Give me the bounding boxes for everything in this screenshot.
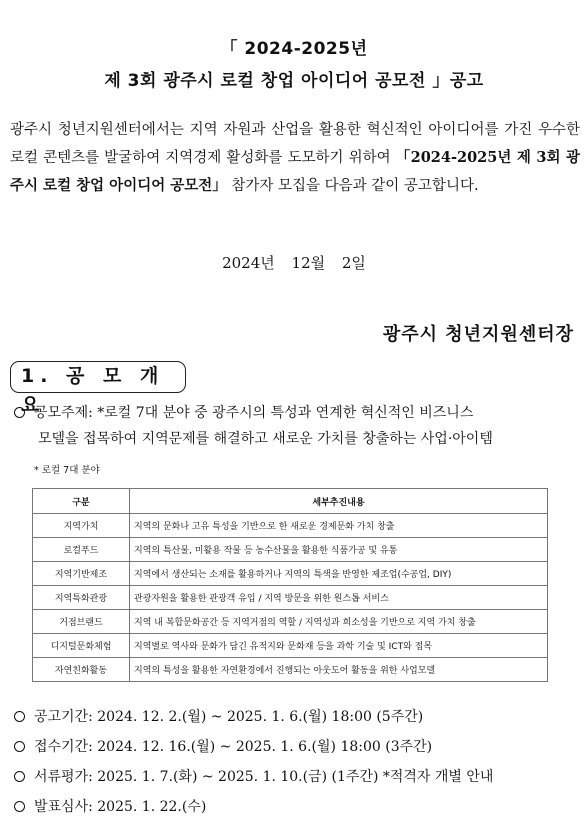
table-header-category: 구분 — [33, 489, 130, 514]
circle-bullet-icon — [14, 741, 25, 752]
theme-line-2: 모델을 접목하여 지역문제를 해결하고 새로운 가치를 창출하는 사업·아이템 — [38, 431, 493, 447]
table-row — [33, 586, 548, 610]
announcement-date: 2024년 12월 2일 — [222, 254, 366, 272]
table-header-row — [33, 489, 548, 514]
local-fields-note: * 로컬 7대 분야 — [34, 465, 100, 476]
table-row — [33, 514, 548, 538]
presentation-review-bullet — [14, 794, 580, 820]
document-review-text: 서류평가: 2025. 1. 7.(화) ~ 2025. 1. 10.(금) (1주간) *적격자 개별 안내 — [34, 769, 494, 785]
intro-paragraph — [10, 116, 580, 200]
table-cell-category: 거점브랜드 — [33, 610, 130, 634]
table-cell-details: 지역 내 복합문화공간 등 지역거점의 역할 / 지역성과 희소성을 기반으로 지역 가치 창출 — [130, 610, 548, 634]
announcement-period-bullet — [14, 704, 580, 730]
table-row — [33, 562, 548, 586]
table-cell-category: 지역특화관광 — [33, 586, 130, 610]
receipt-period-bullet — [14, 734, 580, 760]
table-row — [33, 538, 548, 562]
title-line-2: 제 3회 광주시 로컬 창업 아이디어 공모전 」공고 — [104, 71, 484, 91]
circle-bullet-icon — [14, 801, 25, 812]
intro-text-2: 참가자 모집을 다음과 같이 공고합니다. — [226, 178, 479, 194]
organization-name: 광주시 청년지원센터장 — [382, 324, 574, 345]
theme-bullet — [14, 400, 580, 452]
announcement-period-text: 공고기간: 2024. 12. 2.(월) ~ 2025. 1. 6.(월) 18:00 (5주간) — [34, 709, 424, 725]
circle-bullet-icon — [14, 407, 25, 418]
table-cell-details: 지역의 문화나 고유 특성을 기반으로 한 새로운 경제문화 가치 창출 — [130, 514, 548, 538]
theme-line-1: 공모주제: *로컬 7대 분야 중 광주시의 특성과 연계한 혁신적인 비즈니스 — [34, 405, 474, 421]
table-cell-category: 지역기반제조 — [33, 562, 130, 586]
presentation-review-text: 발표심사: 2025. 1. 22.(수) — [34, 799, 207, 815]
circle-bullet-icon — [14, 711, 25, 722]
table-cell-details: 지역의 특성을 활용한 자연환경에서 진행되는 아웃도어 활동을 위한 사업모델 — [130, 658, 548, 682]
intro-text-1: 광주시 청년지원센터에서는 지역 자원과 산업을 활용한 혁신적인 아이디어를 가진 우수한 로컬 콘텐츠를 발굴하여 지역경제 활성화를 도모하기 위하여 — [10, 122, 580, 166]
table-row — [33, 610, 548, 634]
document-review-bullet — [14, 764, 580, 790]
table-header-details: 세부추진내용 — [130, 489, 548, 514]
title-line-1: 「 2024-2025년 — [220, 39, 368, 59]
table-cell-details: 지역의 특산물, 미활용 작물 등 농수산물을 활용한 식품가공 및 유통 — [130, 538, 548, 562]
intro-contest-name: 「2024-2025년 제 3회 광주시 로컬 창업 아이디어 공모전」 — [10, 149, 581, 194]
circle-bullet-icon — [14, 771, 25, 782]
section-1-title: 1. 공 모 개 요 — [10, 361, 186, 393]
table-cell-details: 지역별로 역사와 문화가 담긴 유적지와 문화재 등을 과학 기술 및 ICT와 접목 — [130, 634, 548, 658]
receipt-period-text: 접수기간: 2024. 12. 16.(월) ~ 2025. 1. 6.(월) 18:00 (3주간) — [34, 739, 433, 755]
table-row — [33, 634, 548, 658]
table-cell-details: 관광자원을 활용한 관광객 유입 / 지역 방문을 위한 원스톱 서비스 — [130, 586, 548, 610]
table-cell-details: 지역에서 생산되는 소재를 활용하거나 지역의 특색을 반영한 제조업(수공업, DIY) — [130, 562, 548, 586]
table-cell-category: 자연친화활동 — [33, 658, 130, 682]
table-row — [33, 658, 548, 682]
table-cell-category: 지역가치 — [33, 514, 130, 538]
table-cell-category: 로컬푸드 — [33, 538, 130, 562]
table-cell-category: 디지털문화체험 — [33, 634, 130, 658]
local-fields-table — [32, 488, 548, 682]
